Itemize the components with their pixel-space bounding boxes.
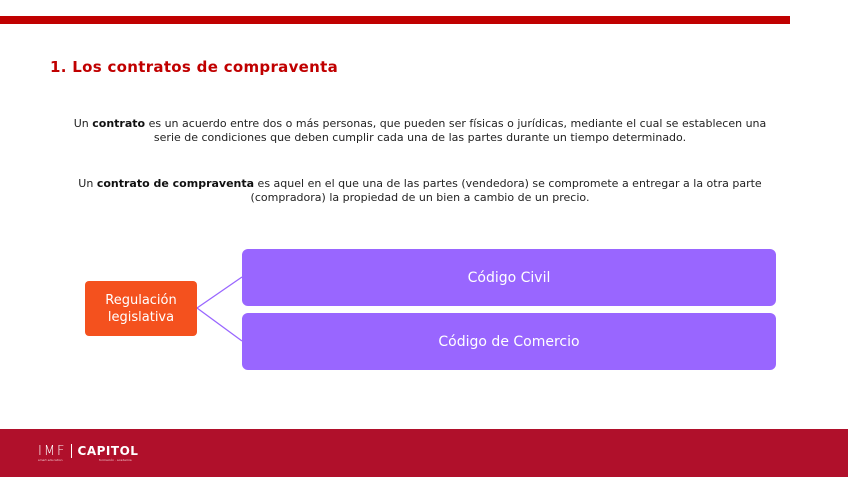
regulacion-legislativa-box <box>85 281 197 336</box>
imf-logo-text: IMF <box>38 443 67 459</box>
logo-separator <box>71 444 72 458</box>
codigo-civil-box <box>242 249 776 306</box>
term-contrato: contrato <box>92 117 146 130</box>
capitol-logo-text: CAPITOL <box>77 444 139 458</box>
codigo-comercio-label: Código de Comercio <box>438 333 580 350</box>
term-contrato-compraventa: contrato de compraventa <box>96 177 255 190</box>
capitol-logo-subtext: formación · academia <box>99 458 132 462</box>
definition-compraventa: Un contrato de compraventa es aquel en el que una de las partes (vendedora) se compromete a entregar a la otra parte (compradora) la propiedad de un bien a cambio de un precio. <box>78 177 762 204</box>
codigo-civil-label: Código Civil <box>467 269 551 286</box>
slide-title: 1. Los contratos de compraventa <box>50 58 339 76</box>
codigo-comercio-box <box>242 313 776 370</box>
connector-comercio <box>197 308 242 341</box>
regulacion-legislativa-label: Regulación legislativa <box>105 292 177 325</box>
definition-contrato: Un contrato es un acuerdo entre dos o más personas, que pueden ser físicas o jurídicas, mediante el cual se establecen una serie de condiciones que deben cumplir cada una de las partes durante un tiempo determinado. <box>73 117 767 144</box>
imf-logo-subtext: smart education <box>38 458 63 462</box>
connector-civil <box>197 277 242 308</box>
